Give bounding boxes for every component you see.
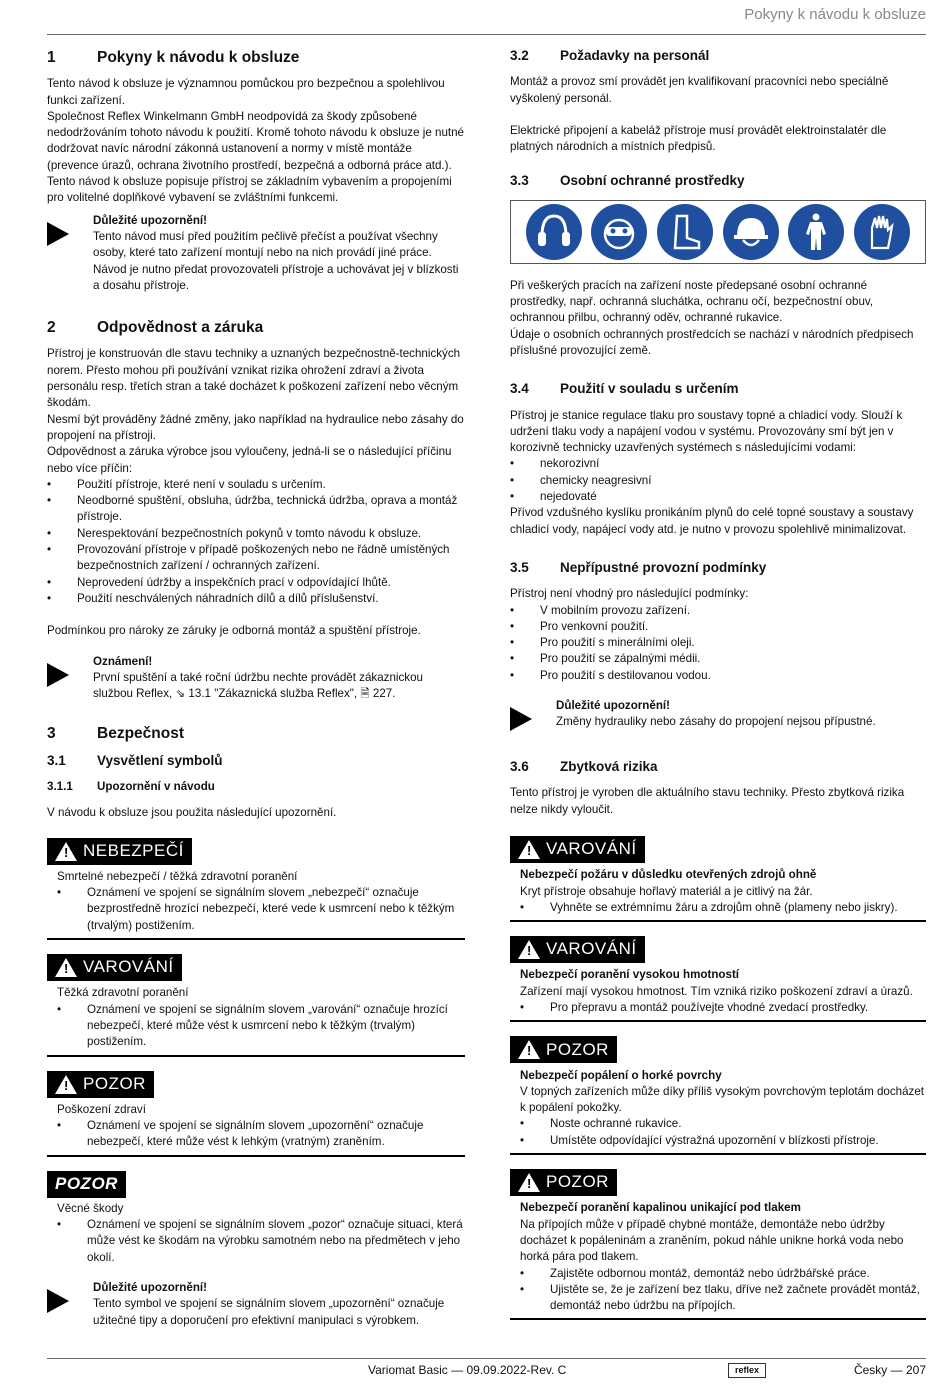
arrow-icon xyxy=(47,1280,93,1329)
warning-text: V topných zařízeních může díky příliš vysokým povrchovým teplotám docházet k popálení pokožky. xyxy=(520,1084,925,1115)
section-title: Požadavky na personál xyxy=(560,48,710,63)
note-text: První spuštění a také roční údržbu nechte provádět zákaznickou službou Reflex, ⇘ 13.1 "Zákaznická služba Reflex", 🗎 227. xyxy=(93,670,423,701)
hot-surface-warning xyxy=(510,1036,926,1155)
paragraph: Při veškerých pracích na zařízení noste předepsané osobní ochranné prostředky, např. ochranná sluchátka, ochranu očí, bezpečnostní obuv, ochrannou přilbu, ochranný oděv, ochranné rukavice. xyxy=(510,278,874,325)
list-item: • Oznámení ve spojení se signálním slovem „nebezpečí“ označuje bezprostředně hrozící nebezpečí, které vede k usmrcení nebo k těžkým (trvalým) postižením. xyxy=(57,885,465,934)
note-text: Změny hydrauliky nebo zásahy do propojení nejsou přípustné. xyxy=(556,715,876,729)
section-1-heading xyxy=(47,50,465,66)
section-title: Vysvětlení symbolů xyxy=(97,752,223,768)
note-title: Oznámení! xyxy=(93,654,153,668)
list-item: • Oznámení ve spojení se signálním slovem „varování“ označuje hrozící nebezpečí, které může vést k usmrcení nebo k těžkým (trvalým) postižením. xyxy=(57,1002,465,1051)
important-note xyxy=(47,213,465,294)
warning-warning xyxy=(47,954,465,1056)
warning-title: Nebezpečí poranění kapalinou unikající pod tlakem xyxy=(520,1201,801,1215)
warning-triangle-icon: ! xyxy=(518,940,540,959)
danger-warning xyxy=(47,838,465,940)
warning-badge xyxy=(510,836,645,863)
list-item: • Umístěte odpovídající výstražná upozornění v blízkosti přístroje. xyxy=(520,1133,926,1149)
paragraph: Tento návod k obsluze popisuje přístroj se základním vybavením a propojeními pro volitelné doplňkové vybavení se zvláštními funkcemi. xyxy=(47,175,452,205)
paragraph: Údaje o osobních ochranných prostředcích se nachází v národních předpisech příslušné provozující země. xyxy=(510,327,914,357)
footer-divider xyxy=(47,1358,926,1359)
note-text: Tento symbol ve spojení se signálním slovem „upozornění“ označuje užitečné tipy a doporučení pro efektivní manipulaci s výrobkem. xyxy=(93,1297,445,1327)
fire-risk-warning xyxy=(510,836,926,922)
pressure-liquid-warning xyxy=(510,1169,926,1320)
section-title: Osobní ochranné prostředky xyxy=(560,173,745,189)
warning-badge xyxy=(47,954,182,981)
section-3-heading xyxy=(47,726,465,742)
section-title: Odpovědnost a záruka xyxy=(97,319,264,337)
bullet-list xyxy=(47,477,465,607)
section-3-4-heading xyxy=(510,381,926,397)
footer-page-number: Česky — 207 xyxy=(853,1363,926,1377)
important-note xyxy=(47,1280,465,1329)
caution-badge xyxy=(510,1169,617,1196)
list-item: • Nerespektování bezpečnostních pokynů v tomto návodu k obsluze. xyxy=(47,526,465,542)
paragraph: Tento návod k obsluze je významnou pomůckou pro bezpečnou a spolehlivou funkci zařízení. xyxy=(47,77,445,107)
section-number: 3.2 xyxy=(510,48,529,63)
list-item: • nejedovaté xyxy=(510,489,926,505)
bullet-list xyxy=(510,456,926,505)
warning-title: Nebezpečí požáru v důsledku otevřených zdrojů ohně xyxy=(520,868,817,882)
section-title: Zbytková rizika xyxy=(560,759,658,775)
warning-badge xyxy=(510,936,645,963)
list-item: • Provozování přístroje v případě poškozených nebo ne řádně umístěných bezpečnostních zařízení / ochranných zařízení. xyxy=(47,542,465,575)
warning-text: Zařízení mají vysokou hmotnost. Tím vzniká riziko poškození zdraví a úrazů. xyxy=(520,984,913,998)
section-title: Nepřípustné provozní podmínky xyxy=(560,559,767,575)
section-number: 3.3 xyxy=(510,173,529,189)
badge-label: POZOR xyxy=(546,1039,609,1059)
section-title: Upozornění v návodu xyxy=(97,779,215,793)
section-title: Použití v souladu s určením xyxy=(560,381,739,397)
section-title: Pokyny k návodu k obsluze xyxy=(97,49,300,66)
heavy-weight-warning xyxy=(510,936,926,1022)
paragraph: Nesmí být prováděny žádné změny, jako například na hydraulice nebo zásahy do propojení na přístroji. xyxy=(47,412,464,442)
list-item: • Neodborné spuštění, obsluha, údržba, technická údržba, oprava a montáž přístroje. xyxy=(47,493,465,526)
notice-note xyxy=(47,654,465,703)
section-number: 2 xyxy=(47,319,56,337)
paragraph: V návodu k obsluze jsou použita následující upozornění. xyxy=(47,806,337,820)
page-header-title: Pokyny k návodu k obsluze xyxy=(744,6,926,23)
paragraph: Přístroj je stanice regulace tlaku pro soustavy topné a chladicí vody. Slouží k udržení tlaku vody a napájení vodou v systému. Provozovány smí být jen v korozivně technicky uzavřených systémech s následujícími vodami: xyxy=(510,408,903,455)
section-3-5-heading xyxy=(510,560,926,576)
list-item: • Použití přístroje, které není v souladu s určením. xyxy=(47,477,465,493)
warning-subtitle: Poškození zdraví xyxy=(57,1102,146,1116)
section-3-6-heading xyxy=(510,759,926,775)
section-2-heading xyxy=(47,320,465,336)
caution-warning xyxy=(47,1071,465,1157)
paragraph: Podmínkou pro nároky ze záruky je odborná montáž a spuštění přístroje. xyxy=(47,624,421,638)
section-3-3-heading xyxy=(510,173,926,189)
caution-badge: POZOR xyxy=(47,1171,126,1198)
paragraph: Elektrické připojení a kabeláž přístroje musí provádět elektroinstalatér dle platných národních a místních předpisů. xyxy=(510,123,887,154)
caution-badge xyxy=(47,1071,154,1098)
paragraph: Přívod vzdušného kyslíku pronikáním plynů do celé topné soustavy a soustavy chladicí vody, napájecí vody atd. je nutno v provozu spolehlivě minimalizovat. xyxy=(510,506,914,536)
list-item: • nekorozivní xyxy=(510,456,926,472)
list-item: • Oznámení ve spojení se signálním slovem „upozornění“ označuje nebezpečí, které může vést k lehkým (vratným) zraněním. xyxy=(57,1118,465,1151)
section-3-1-heading xyxy=(47,753,465,769)
section-number: 3 xyxy=(47,725,56,743)
list-item: • V mobilním provozu zařízení. xyxy=(510,603,926,619)
list-item: • Vyhněte se extrémnímu žáru a zdrojům ohně (plameny nebo jiskry). xyxy=(520,900,926,916)
ppe-icons-panel xyxy=(510,200,926,264)
badge-label: POZOR xyxy=(546,1172,609,1192)
warning-triangle-icon: ! xyxy=(55,958,77,977)
badge-label: POZOR xyxy=(83,1073,146,1093)
paragraph: Montáž a provoz smí provádět jen kvalifikovaní pracovníci nebo speciálně vyškolený personál. xyxy=(510,75,889,105)
danger-badge xyxy=(47,838,192,865)
arrow-icon xyxy=(47,654,93,703)
list-item: • Použití neschválených náhradních dílů a dílů příslušenství. xyxy=(47,591,465,607)
section-number: 3.6 xyxy=(510,759,529,775)
list-item: • Oznámení ve spojení se signálním slovem „pozor“ označuje situaci, která může vést ke škodám na výrobku samotném nebo na předmětech v jeho okolí. xyxy=(57,1217,465,1266)
warning-title: Nebezpečí poranění vysokou hmotností xyxy=(520,968,740,982)
reflex-logo: reflex xyxy=(728,1363,766,1378)
eye-protection-icon xyxy=(591,204,647,260)
list-item: • Pro přepravu a montáž používejte vhodné zvedací prostředky. xyxy=(520,1000,926,1016)
safety-boots-icon xyxy=(657,204,713,260)
note-title: Důležité upozornění! xyxy=(93,1280,208,1294)
warning-triangle-icon: ! xyxy=(55,1075,77,1094)
arrow-icon xyxy=(47,213,93,294)
list-item: • Pro použití s minerálními oleji. xyxy=(510,635,926,651)
section-number: 3.1 xyxy=(47,752,66,768)
note-text: Tento návod musí před použitím pečlivě přečíst a používat všechny osoby, které tato zařízení montují nebo na nich provádí jiné práce. Návod je nutno předat provozovateli přístroje a uchovávat jej v blízkosti a dosahu přístroje. xyxy=(93,229,459,292)
helmet-icon xyxy=(723,204,779,260)
footer-document-info: Variomat Basic — 09.09.2022-Rev. C xyxy=(368,1363,567,1377)
important-note xyxy=(510,698,926,731)
paragraph: Přístroj není vhodný pro následující podmínky: xyxy=(510,587,749,601)
badge-label: VAROVÁNÍ xyxy=(83,957,174,977)
bullet-list xyxy=(510,603,926,684)
ear-protection-icon xyxy=(526,204,582,260)
warning-triangle-icon: ! xyxy=(518,840,540,859)
warning-triangle-icon: ! xyxy=(518,1040,540,1059)
left-column xyxy=(47,44,465,1337)
header-divider xyxy=(47,34,926,35)
warning-text: Na přípojích může v případě chybné montáže, demontáže nebo údržby docházet k popáleninám a zraněním, pokud náhle unikne horká voda nebo horká pára pod tlakem. xyxy=(520,1217,904,1264)
warning-text: Kryt přístroje obsahuje hořlavý materiál a je citlivý na žár. xyxy=(520,884,813,898)
warning-triangle-icon: ! xyxy=(55,842,77,861)
gloves-icon xyxy=(854,204,910,260)
section-title: Bezpečnost xyxy=(97,725,184,743)
list-item: • Ujistěte se, že je zařízení bez tlaku, dříve než začnete provádět montáž, demontáž nebo údržbu na přípojích. xyxy=(520,1282,926,1315)
warning-subtitle: Smrtelné nebezpečí / těžká zdravotní poranění xyxy=(57,869,298,883)
badge-label: VAROVÁNÍ xyxy=(546,839,637,859)
list-item: • Neprovedení údržby a inspekčních prací v odpovídající lhůtě. xyxy=(47,575,465,591)
section-3-2-heading xyxy=(510,48,926,64)
right-column xyxy=(510,44,926,1320)
note-title: Důležité upozornění! xyxy=(93,213,208,227)
list-item: • chemicky neagresivní xyxy=(510,473,926,489)
warning-subtitle: Těžká zdravotní poranění xyxy=(57,986,189,1000)
section-number: 1 xyxy=(47,49,56,66)
property-damage-warning xyxy=(47,1171,465,1270)
list-item: • Noste ochranné rukavice. xyxy=(520,1116,926,1132)
paragraph: Přístroj je konstruován dle stavu techniky a uznaných bezpečnostně-technických norem. Přesto mohou při používání vznikat rizika ohrožení zdraví a života personálu resp. třetích stran a také docházet k poškození zařízení nebo věcným škodám. xyxy=(47,347,461,410)
warning-triangle-icon: ! xyxy=(518,1173,540,1192)
arrow-icon xyxy=(510,698,556,731)
caution-badge xyxy=(510,1036,617,1063)
section-number: 3.4 xyxy=(510,381,529,397)
warning-title: Nebezpečí popálení o horké povrchy xyxy=(520,1068,722,1082)
badge-label: NEBEZPEČÍ xyxy=(83,840,184,860)
section-3-1-1-heading xyxy=(47,779,465,795)
paragraph: Tento přístroj je vyroben dle aktuálního stavu techniky. Přesto zbytková rizika nelze nikdy vyloučit. xyxy=(510,786,905,816)
note-title: Důležité upozornění! xyxy=(556,699,671,713)
badge-label: VAROVÁNÍ xyxy=(546,939,637,959)
protective-clothing-icon xyxy=(788,204,844,260)
paragraph: Odpovědnost a záruka výrobce jsou vyloučeny, jedná-li se o následující příčinu nebo více příčin: xyxy=(47,445,452,475)
paragraph: Společnost Reflex Winkelmann GmbH neodpovídá za škody způsobené nedodržováním tohoto návodu k použití. Kromě tohoto návodu k obsluze je nutné dodržovat navíc národní zákonná ustanovení a normy v místě montáže (prevence úrazů, ochrana životního prostředí, bezpečná a odborná práce atd.). xyxy=(47,109,465,172)
warning-subtitle: Věcné škody xyxy=(57,1201,124,1215)
list-item: • Pro použití s destilovanou vodou. xyxy=(510,668,926,684)
section-number: 3.1.1 xyxy=(47,779,73,793)
list-item: • Zajistěte odbornou montáž, demontáž nebo údržbářské práce. xyxy=(520,1266,926,1282)
section-number: 3.5 xyxy=(510,559,529,575)
list-item: • Pro použití se zápalnými médii. xyxy=(510,651,926,667)
list-item: • Pro venkovní použití. xyxy=(510,619,926,635)
